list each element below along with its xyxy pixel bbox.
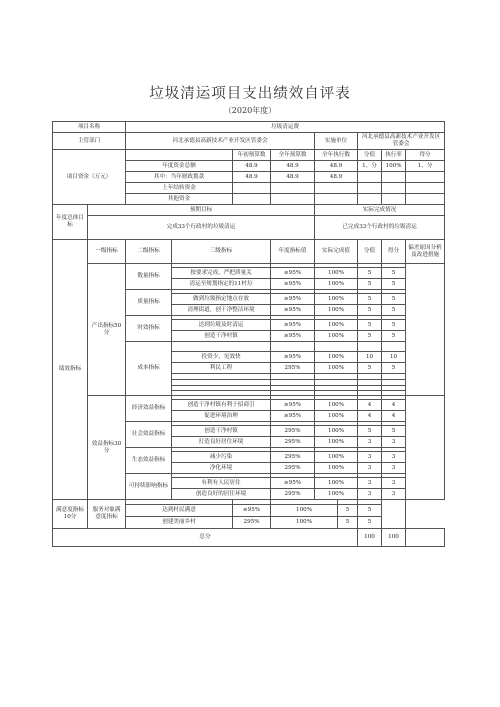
indicator-desc: 清理街道，创干净整洁环境 — [172, 305, 271, 316]
indicator-actual: 100% — [315, 268, 358, 279]
goals-actual-header: 实际完成情况 — [315, 205, 445, 216]
funds-got — [406, 194, 445, 205]
funds-score — [358, 194, 382, 205]
goals-content-row — [53, 216, 445, 240]
funds-got — [406, 172, 445, 183]
funds-score: 1、分 — [358, 161, 382, 172]
funds-blank-header — [126, 150, 233, 161]
indicator-desc: 利民工程 — [172, 363, 271, 374]
goals-actual: 已完成33个行政村的垃圾清运 — [315, 216, 445, 240]
group-name: 服务对象满意度指标 — [88, 500, 126, 529]
funds-score — [358, 183, 382, 194]
funds-row-label: 上年结转资金 — [126, 183, 233, 194]
level1-output-label: 产出指标50分 — [88, 264, 126, 396]
indicator-desc: 投资少，见效快 — [172, 352, 271, 363]
indicator-got: 3 — [382, 478, 406, 489]
indicator-desc: 创造干净村镇 — [172, 426, 271, 437]
indicator-actual: 100% — [315, 437, 358, 448]
impl-value: 河北承德县高新技术产业开发区管委会 — [358, 133, 445, 150]
total-label: 总分 — [53, 529, 358, 547]
indicator-target: 295% — [271, 426, 315, 437]
indicator-header-level1: 一级指标 — [88, 240, 126, 264]
goals-expected: 完成33个行政村的垃圾清运 — [88, 216, 315, 240]
funds-value — [233, 183, 271, 194]
goals-expected-header: 预期目标 — [88, 205, 315, 216]
indicator-score: 3 — [358, 437, 382, 448]
indicator-score: 3 — [358, 478, 382, 489]
funds-header-cell: 全年执行数 — [315, 150, 358, 161]
indicator-desc: 打造良好居住环境 — [172, 437, 271, 448]
indicator-got: 5 — [382, 363, 406, 374]
funds-header-cell: 得分 — [406, 150, 445, 161]
indicator-actual: 100% — [315, 279, 358, 290]
indicator-actual: 100% — [315, 489, 358, 500]
indicator-score: 5 — [358, 305, 382, 316]
indicator-desc: 有利有人民居住 — [172, 478, 271, 489]
group-name: 生态效益指标 — [126, 448, 172, 474]
indicator-target: 295% — [271, 463, 315, 474]
group-name: 经济效益指标 — [126, 396, 172, 422]
funds-value — [271, 194, 315, 205]
project-name-label: 项目名称 — [53, 122, 126, 133]
indicator-got: 5 — [382, 320, 406, 331]
page-title: 垃圾清运项目支出绩效自评表 — [149, 86, 351, 102]
indicator-target: ≥95% — [271, 352, 315, 363]
indicator-target: ≥95% — [271, 279, 315, 290]
total-got: 100 — [382, 529, 406, 547]
funds-rate: 100% — [382, 161, 406, 172]
funds-value: 48.9 — [271, 172, 315, 183]
indicator-desc: 达到村民满意 — [126, 505, 233, 517]
funds-rate — [382, 194, 406, 205]
indicator-desc: 清运至规划指定的11村垃 — [172, 279, 271, 290]
indicator-header-score: 分值 — [358, 240, 382, 264]
goals-label: 年度总体目标 — [53, 205, 88, 240]
indicator-score: 3 — [358, 463, 382, 474]
indicator-actual: 100% — [315, 320, 358, 331]
indicator-got: 4 — [382, 400, 406, 411]
indicator-got: 3 — [382, 489, 406, 500]
total-row — [53, 529, 445, 547]
evaluation-table — [52, 121, 445, 547]
page-subtitle: （2020年度） — [223, 106, 277, 115]
indicator-actual: 100% — [315, 452, 358, 463]
indicator-target: 295% — [271, 452, 315, 463]
funds-rate — [382, 183, 406, 194]
indicator-actual: 100% — [271, 505, 338, 517]
indicator-score: 3 — [358, 452, 382, 463]
indicator-got: 5 — [358, 505, 382, 517]
dept-value: 河北承德县高新技术产业开发区管委会 — [126, 133, 315, 150]
group-name: 可持续影响指标 — [126, 474, 172, 500]
funds-value: 48.9 — [315, 172, 358, 183]
indicator-score: 4 — [358, 400, 382, 411]
perf-label: 绩效指标 — [53, 240, 88, 500]
dept-label: 主管部门 — [53, 133, 126, 150]
indicator-got: 5 — [382, 294, 406, 305]
indicator-score: 10 — [358, 352, 382, 363]
indicator-header-row — [53, 240, 445, 264]
project-name-value: 垃圾清运费 — [126, 122, 445, 133]
funds-got — [406, 183, 445, 194]
funds-value — [315, 183, 358, 194]
funds-section-label: 项目资金（万元） — [53, 150, 126, 205]
indicator-actual: 100% — [315, 411, 358, 422]
indicator-target: ≥95% — [271, 305, 315, 316]
indicator-score: 5 — [358, 363, 382, 374]
indicator-got: 5 — [382, 279, 406, 290]
indicator-got: 5 — [382, 305, 406, 316]
indicator-actual: 100% — [315, 426, 358, 437]
indicator-actual: 100% — [315, 352, 358, 363]
funds-got: 1、分 — [406, 161, 445, 172]
funds-value: 48.9 — [271, 161, 315, 172]
funds-value: 48.9 — [315, 161, 358, 172]
dept-row — [53, 133, 445, 150]
funds-value: 48.9 — [233, 161, 271, 172]
project-name-row — [53, 122, 445, 133]
indicator-score: 5 — [358, 426, 382, 437]
evaluation-table-body — [53, 122, 445, 547]
indicator-score: 5 — [358, 268, 382, 279]
indicator-score: 4 — [358, 411, 382, 422]
funds-header-cell: 分值 — [358, 150, 382, 161]
indicator-score: 5 — [338, 505, 358, 517]
funds-value — [233, 194, 271, 205]
indicator-target: ≥95% — [271, 478, 315, 489]
indicator-desc: 达到垃圾及时清运 — [172, 320, 271, 331]
indicator-header-level3: 三级指标 — [172, 240, 271, 264]
indicator-actual: 100% — [315, 478, 358, 489]
indicator-got: 3 — [382, 452, 406, 463]
indicator-actual: 100% — [315, 305, 358, 316]
indicator-actual: 100% — [315, 331, 358, 342]
funds-row-label: 年度资金总额 — [126, 161, 233, 172]
indicator-score: 3 — [358, 489, 382, 500]
indicator-header-target: 年度指标值 — [271, 240, 315, 264]
indicator-target: ≥95% — [271, 268, 315, 279]
indicator-target: 295% — [271, 489, 315, 500]
funds-row-label: 其他资金 — [126, 194, 233, 205]
indicator-actual: 100% — [315, 363, 358, 374]
indicator-target: ≥95% — [271, 411, 315, 422]
indicator-actual: 100% — [315, 463, 358, 474]
indicator-desc: 做到垃圾指定地点存放 — [172, 294, 271, 305]
indicator-score: 5 — [358, 279, 382, 290]
funds-rate — [382, 172, 406, 183]
indicator-score: 5 — [338, 517, 358, 529]
funds-value — [315, 194, 358, 205]
indicator-header-actual: 实际完成值 — [315, 240, 358, 264]
funds-value — [271, 183, 315, 194]
indicator-target: ≥95% — [271, 331, 315, 342]
indicator-header-reason: 偏差原因分析及改进措施 — [406, 240, 445, 264]
indicator-target: 295% — [233, 517, 271, 529]
indicator-target: ≥95% — [233, 505, 271, 517]
indicator-desc: 促进环境治理 — [172, 411, 271, 422]
group-name: 社会效益指标 — [126, 422, 172, 448]
indicator-score: 5 — [358, 294, 382, 305]
indicator-target: 295% — [271, 437, 315, 448]
group-name: 成本指标 — [126, 342, 172, 396]
indicator-target: ≥95% — [271, 294, 315, 305]
indicator-actual: 100% — [315, 294, 358, 305]
indicator-score: 5 — [358, 331, 382, 342]
indicator-got: 4 — [382, 411, 406, 422]
indicator-header-level2: 二级指标 — [126, 240, 172, 264]
funds-row-label: 其中：当年财政拨款 — [126, 172, 233, 183]
level1-benefit-label: 效益指标30分 — [88, 396, 126, 500]
indicator-desc: 净化环境 — [172, 463, 271, 474]
indicator-desc: 创造干净村镇有利于招商引 — [172, 400, 271, 411]
indicator-score: 5 — [358, 320, 382, 331]
indicator-target: 295% — [271, 363, 315, 374]
indicator-desc: 减少污染 — [172, 452, 271, 463]
indicator-got: 10 — [382, 352, 406, 363]
group-name: 数量指标 — [126, 264, 172, 290]
indicator-header-got: 得分 — [382, 240, 406, 264]
indicator-target: ≥95% — [271, 320, 315, 331]
funds-score — [358, 172, 382, 183]
funds-header-cell: 执行率 — [382, 150, 406, 161]
impl-label: 实施单位 — [315, 133, 358, 150]
level1-satisfaction-label: 满意度指标10分 — [53, 500, 88, 529]
group-name: 质量指标 — [126, 290, 172, 316]
funds-header-cell: 年初预算数 — [233, 150, 271, 161]
indicator-actual: 100% — [315, 400, 358, 411]
goals-header-row — [53, 205, 445, 216]
indicator-desc: 创建美丽乡村 — [126, 517, 233, 529]
indicator-got: 5 — [382, 268, 406, 279]
funds-header-cell: 全年预算数 — [271, 150, 315, 161]
indicator-desc: 创造良好的居住环境 — [172, 489, 271, 500]
indicator-got: 5 — [382, 331, 406, 342]
indicator-got: 5 — [382, 426, 406, 437]
funds-header-row — [53, 150, 445, 161]
indicator-got: 3 — [382, 437, 406, 448]
funds-value: 48.9 — [233, 172, 271, 183]
indicator-target: ≥95% — [271, 400, 315, 411]
group-name: 时效指标 — [126, 316, 172, 342]
indicator-desc: 创造干净村镇 — [172, 331, 271, 342]
indicator-got: 5 — [358, 517, 382, 529]
total-score: 100 — [358, 529, 382, 547]
indicator-got: 3 — [382, 463, 406, 474]
indicator-desc: 按要求完成，严把质量关 — [172, 268, 271, 279]
indicator-actual: 100% — [271, 517, 338, 529]
